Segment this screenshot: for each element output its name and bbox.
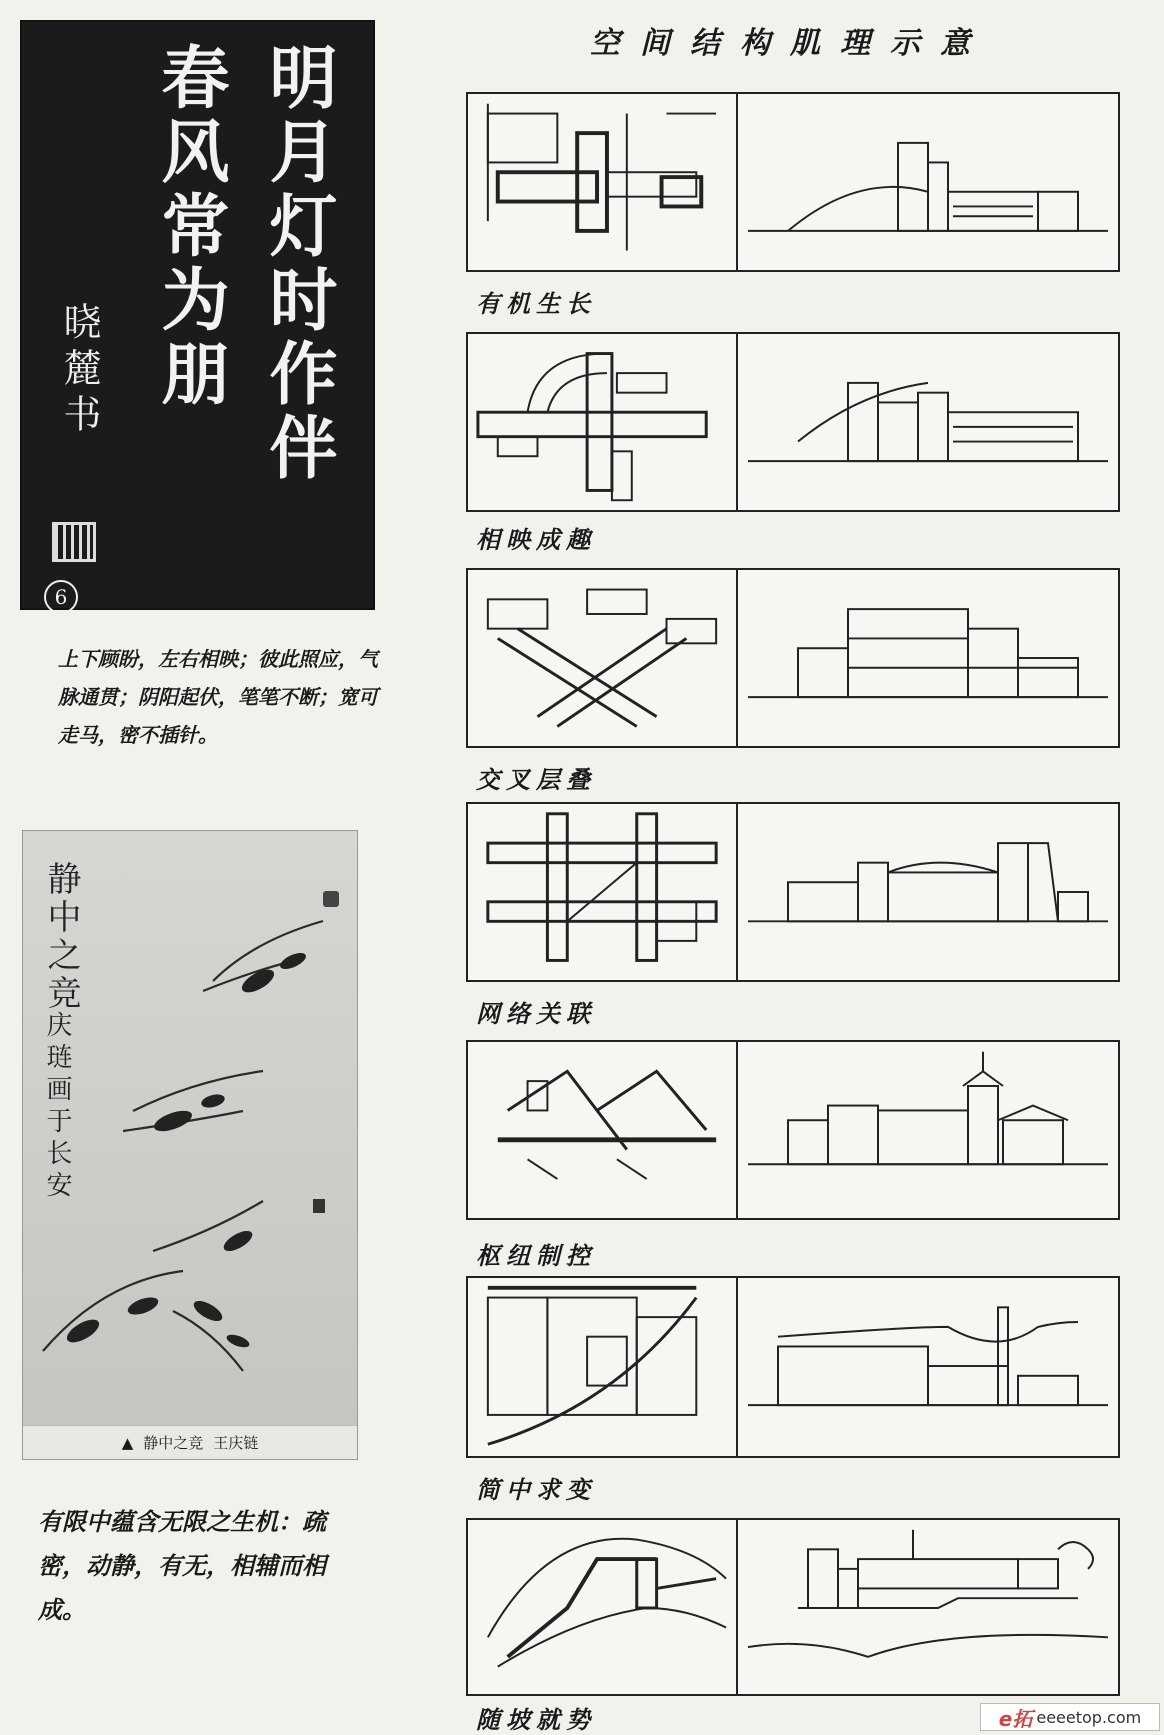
panel-2 bbox=[466, 332, 1120, 512]
elevation-icon bbox=[738, 1520, 1118, 1694]
watermark bbox=[980, 1703, 1160, 1731]
page-title: 空间结构肌理示意 bbox=[590, 26, 990, 61]
painting-caption bbox=[23, 1425, 357, 1459]
elevation-drawing bbox=[738, 334, 1118, 510]
site-plan-icon bbox=[468, 804, 736, 980]
seal-stamp-icon bbox=[52, 522, 96, 562]
calligraphy-image bbox=[20, 20, 375, 610]
panel-3 bbox=[466, 568, 1120, 748]
site-plan-icon bbox=[468, 94, 736, 270]
elevation-icon bbox=[738, 804, 1118, 980]
elevation-icon bbox=[738, 94, 1118, 270]
panel-1 bbox=[466, 92, 1120, 272]
panel-6 bbox=[466, 1276, 1120, 1458]
panel-7-label: 随坡就势 bbox=[476, 1705, 596, 1734]
site-plan-icon bbox=[468, 1042, 736, 1218]
panel-5-label: 枢纽制控 bbox=[476, 1241, 596, 1270]
watermark-logo: e拓 bbox=[998, 1706, 1033, 1731]
plan-drawing bbox=[468, 570, 738, 746]
panel-4-label: 网络关联 bbox=[476, 999, 596, 1028]
painting-image bbox=[22, 830, 358, 1460]
panel-5 bbox=[466, 1040, 1120, 1220]
site-plan-icon bbox=[468, 570, 736, 746]
elevation-drawing bbox=[738, 570, 1118, 746]
plan-drawing bbox=[468, 94, 738, 270]
plan-drawing bbox=[468, 334, 738, 510]
elevation-icon bbox=[738, 1278, 1118, 1456]
panel-4 bbox=[466, 802, 1120, 982]
elevation-icon bbox=[738, 570, 1118, 746]
note-top: 上下顾盼，左右相映；彼此照应，气脉通贯；阴阳起伏，笔笔不断；宽可走马，密不插针。 bbox=[58, 647, 378, 747]
triangle-marker-icon: ▲ bbox=[121, 1433, 134, 1452]
painting-inscription: 庆琏画于长安 bbox=[42, 1011, 72, 1203]
site-plan-icon bbox=[468, 1520, 736, 1694]
elevation-drawing bbox=[738, 1278, 1118, 1456]
elevation-drawing bbox=[738, 94, 1118, 270]
panel-6-label: 简中求变 bbox=[476, 1475, 596, 1504]
panel-2-label: 相映成趣 bbox=[476, 525, 596, 554]
site-plan-icon bbox=[468, 334, 736, 510]
caption-title: 静中之竞 bbox=[143, 1434, 204, 1452]
watermark-site: eeeetop.com bbox=[1036, 1707, 1142, 1727]
caption-author: 王庆链 bbox=[213, 1434, 259, 1452]
elevation-drawing bbox=[738, 1042, 1118, 1218]
elevation-icon bbox=[738, 334, 1118, 510]
site-plan-icon bbox=[468, 1278, 736, 1456]
calligraphy-column-left: 春风常为朋 bbox=[150, 42, 230, 412]
elevation-drawing bbox=[738, 804, 1118, 980]
panel-1-label: 有机生长 bbox=[476, 289, 596, 318]
panel-3-label: 交叉层叠 bbox=[476, 765, 596, 794]
panel-7 bbox=[466, 1518, 1120, 1696]
calligraphy-signature: 晓麓书 bbox=[57, 302, 101, 440]
elevation-drawing bbox=[738, 1520, 1118, 1694]
plan-drawing bbox=[468, 804, 738, 980]
figure-number: 6 bbox=[44, 580, 78, 614]
calligraphy-column-right: 明月灯时作伴 bbox=[258, 42, 338, 486]
elevation-icon bbox=[738, 1042, 1118, 1218]
note-bottom: 有限中蕴含无限之生机：疏密，动静，有无，相辅而相成。 bbox=[38, 1507, 326, 1624]
painting-title: 静中之竞 bbox=[41, 861, 81, 1013]
plan-drawing bbox=[468, 1520, 738, 1694]
plan-drawing bbox=[468, 1042, 738, 1218]
plan-drawing bbox=[468, 1278, 738, 1456]
